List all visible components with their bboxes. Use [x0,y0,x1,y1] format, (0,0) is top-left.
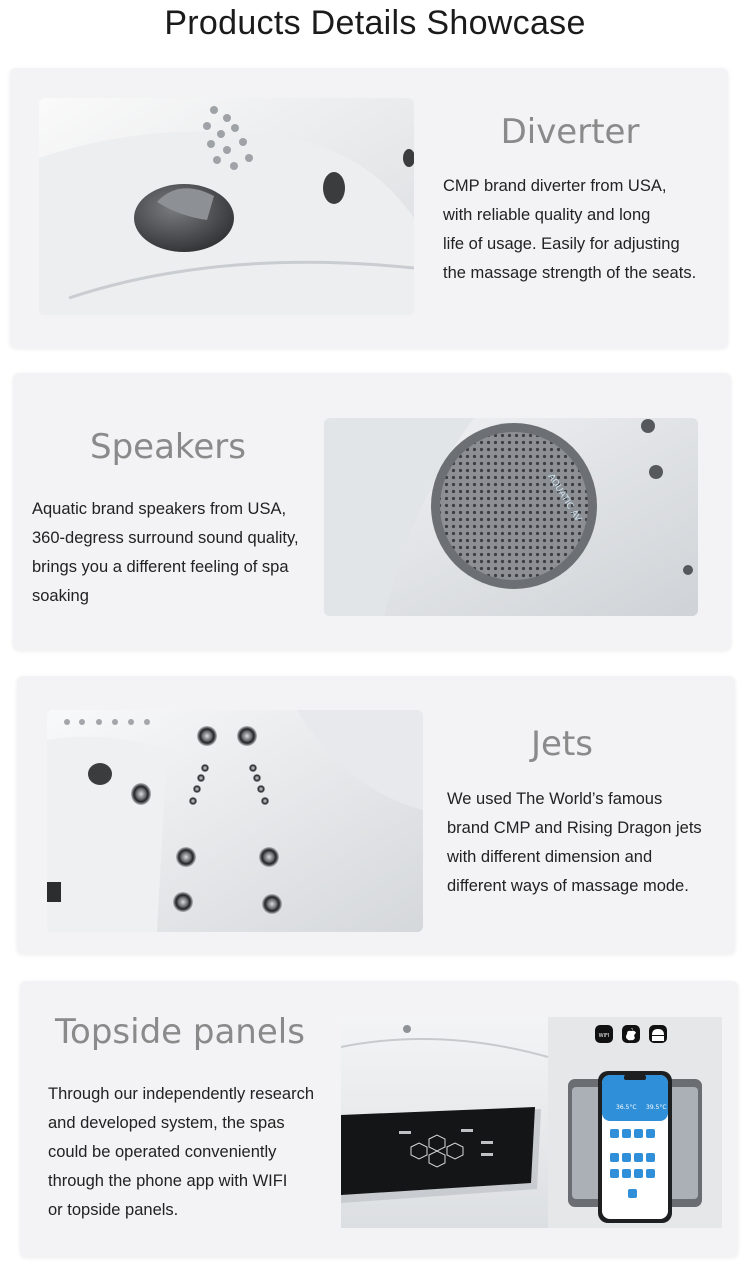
jets-card [17,676,735,954]
wifi-badge-label: WIFI [598,1033,610,1039]
text-line: with reliable quality and long [443,206,651,224]
text-line: with different dimension and [447,848,653,866]
platform-badges [595,1025,667,1043]
text-line: We used The World’s famous [447,790,663,808]
speaker-photo [324,418,698,616]
diverter-image [39,98,414,315]
section-title-topside: Topside panels [55,1012,305,1052]
section-text-diverter [443,172,723,288]
section-text-jets [447,785,732,901]
speakers-card [13,373,731,650]
topside-card [20,981,738,1257]
text-line: the massage strength of the seats. [443,264,697,282]
section-title-jets: Jets [531,724,593,764]
text-line: brand CMP and Rising Dragon jets [447,819,702,837]
phone-app-photo [548,1017,722,1228]
jets-photo [47,710,423,932]
speaker-brand-label: AQUATIC AV [545,472,583,524]
section-text-speakers [32,495,332,611]
diverter-photo [39,98,414,315]
topside-panel-image [341,1017,548,1228]
section-title-diverter: Diverter [500,112,640,152]
text-line: or topside panels. [48,1201,179,1219]
section-title-speakers: Speakers [89,427,246,467]
jets-image [47,710,423,932]
phone-temp-left: 36.5°C [616,1104,637,1111]
phone-app-image [548,1017,722,1228]
text-line: Aquatic brand speakers from USA, [32,500,287,518]
page-title: Products Details Showcase [164,4,586,42]
text-line: brings you a different feeling of spa [32,558,289,576]
section-text-topside [48,1080,348,1225]
text-line: through the phone app with WIFI [48,1172,288,1190]
text-line: and developed system, the spas [48,1114,285,1132]
text-line: 360-degress surround sound quality, [32,529,299,547]
speaker-image [324,418,698,616]
text-line: Through our independently research [48,1085,315,1103]
text-line: CMP brand diverter from USA, [443,177,667,195]
diverter-card [10,68,728,348]
phone-temp-right: 39.5°C [646,1104,667,1111]
topside-panel-photo [341,1017,548,1228]
text-line: soaking [32,587,89,605]
text-line: life of usage. Easily for adjusting [443,235,680,253]
text-line: could be operated conveniently [48,1143,277,1161]
text-line: different ways of massage mode. [447,877,689,895]
